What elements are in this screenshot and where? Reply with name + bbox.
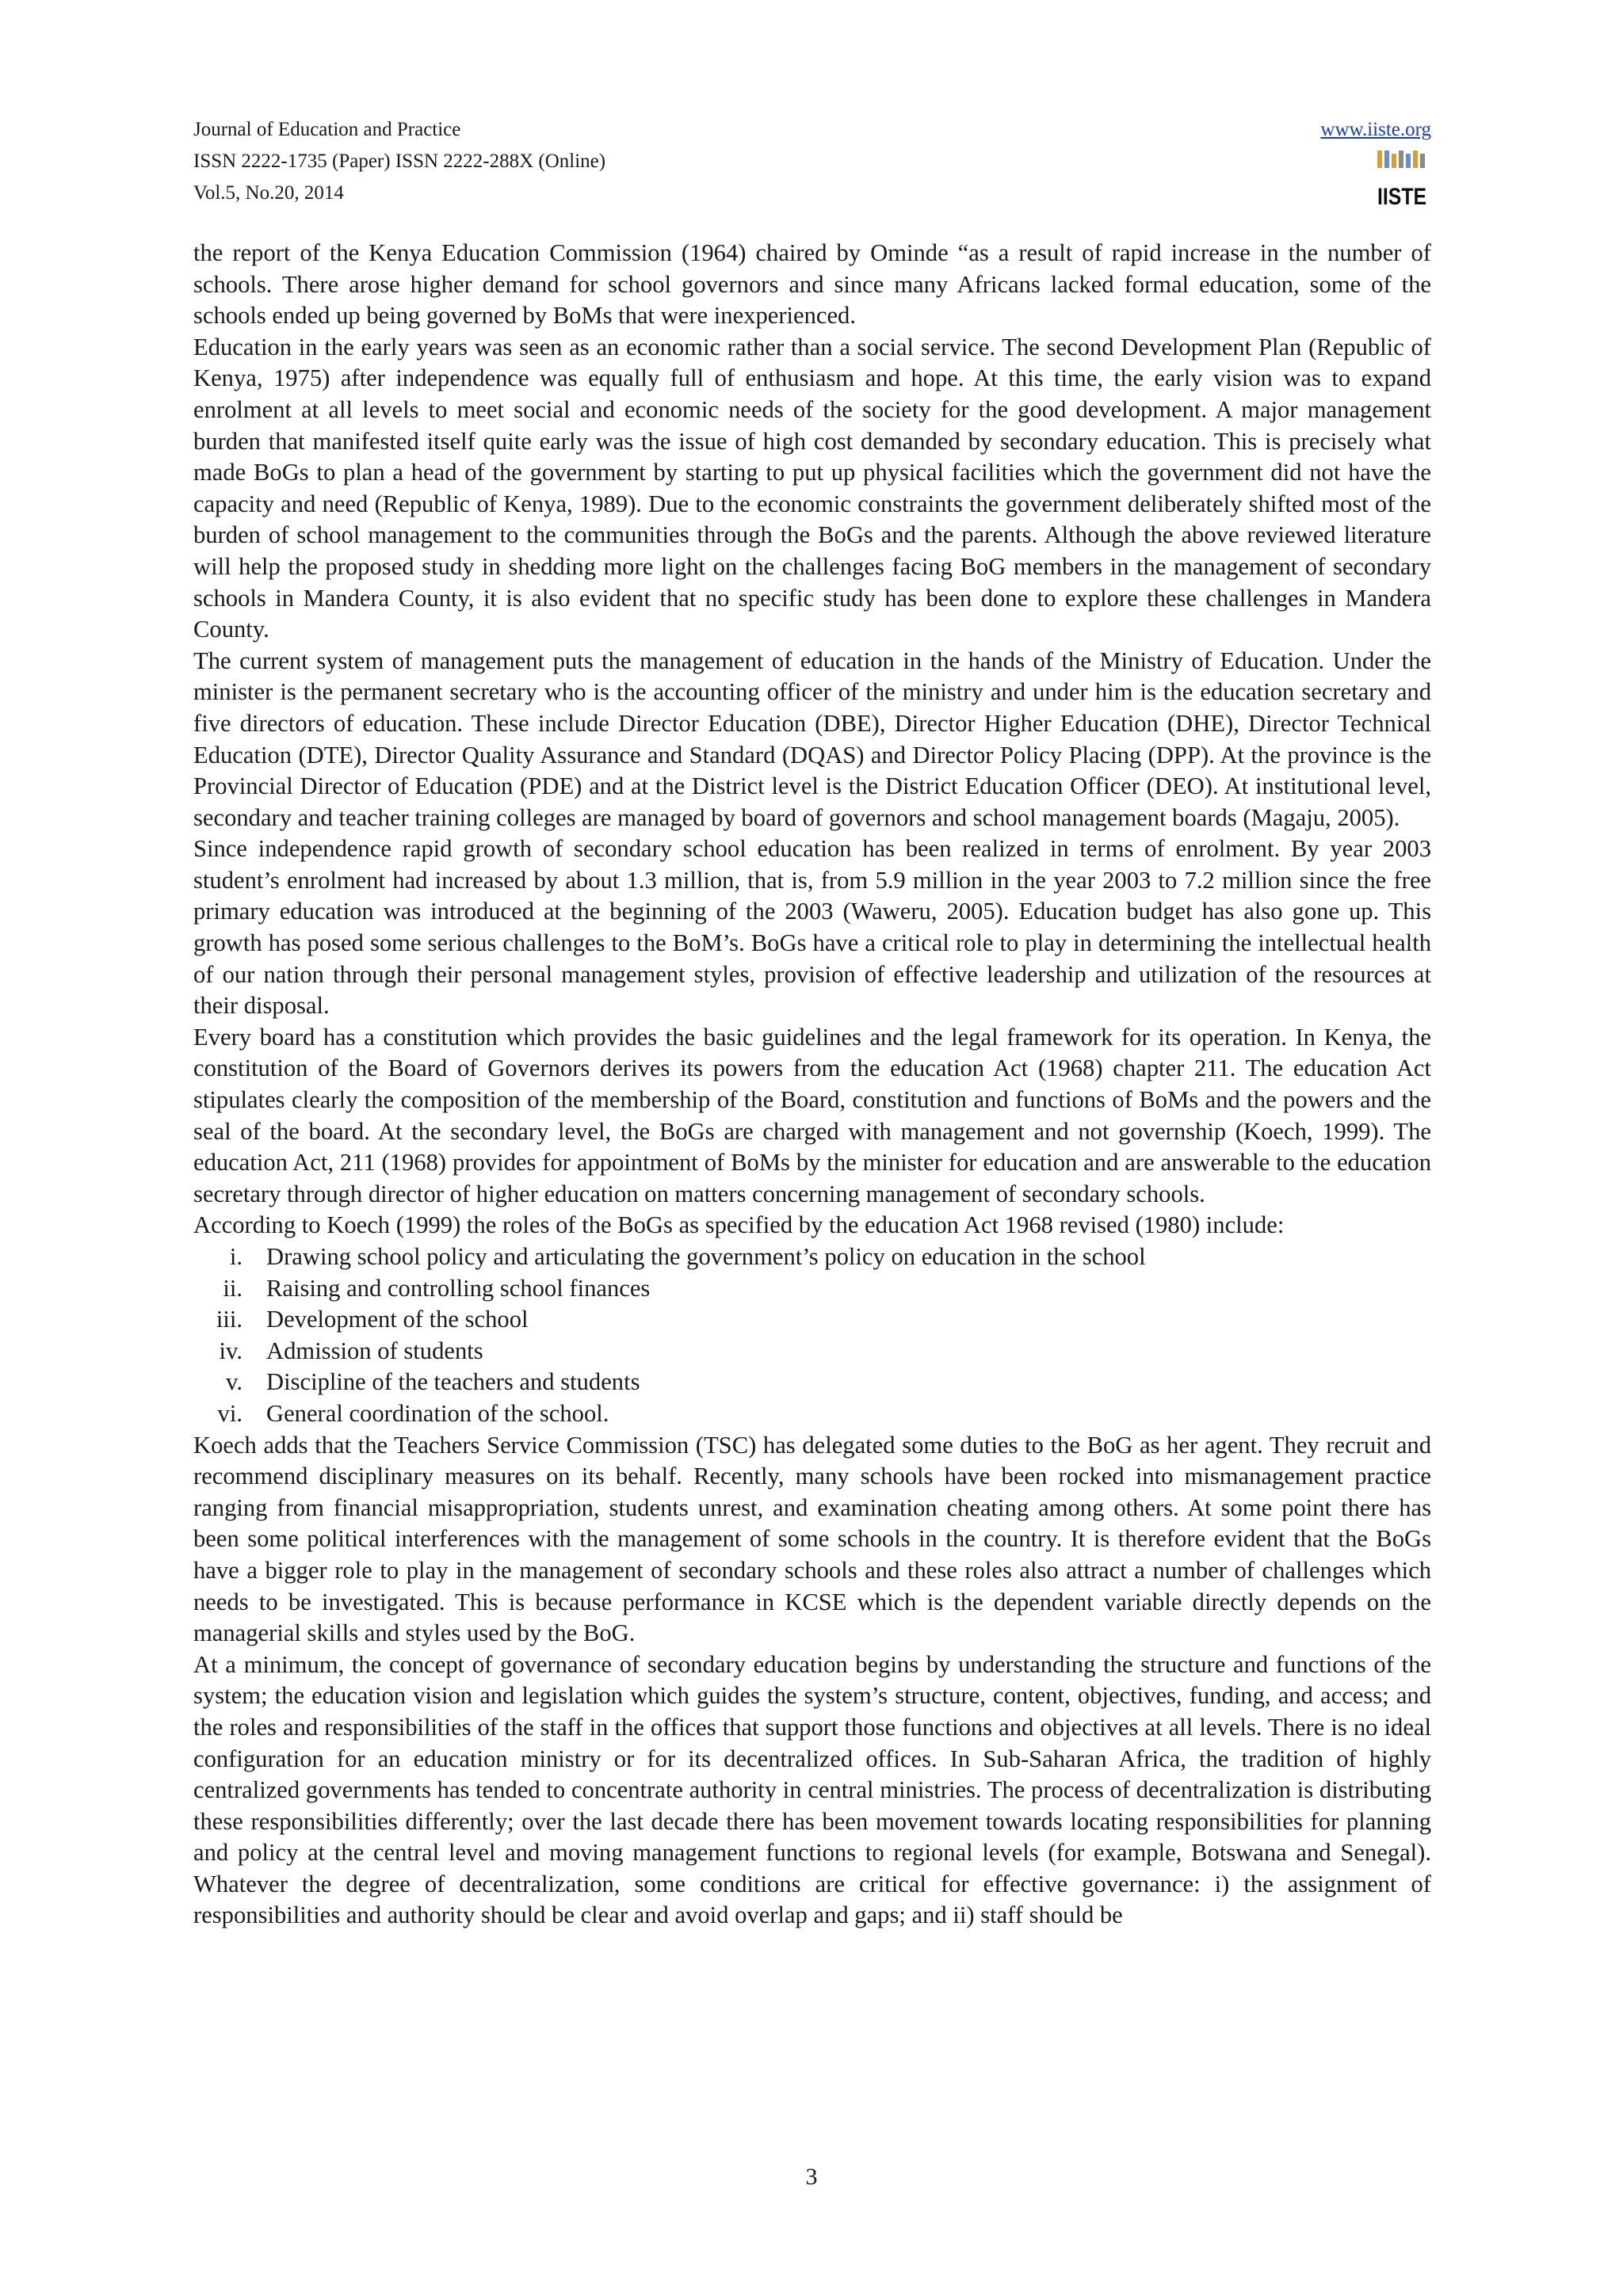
bog-roles-list	[193, 1241, 1431, 1430]
journal-name: Journal of Education and Practice	[193, 119, 461, 140]
issn-line: ISSN 2222-1735 (Paper) ISSN 2222-288X (Online)	[193, 151, 606, 172]
page-number: 3	[805, 2164, 818, 2190]
iiste-logo	[1376, 149, 1428, 209]
website-link[interactable]: www.iiste.org	[1320, 119, 1431, 140]
list-text: Admission of students	[266, 1337, 483, 1364]
paragraph: According to Koech (1999) the roles of the BoGs as specified by the education Act 1968 revised (1980) include:	[193, 1211, 1285, 1239]
list-number: iii.	[216, 1306, 242, 1333]
list-number: i.	[229, 1243, 242, 1270]
list-text: Discipline of the teachers and students	[266, 1368, 640, 1396]
list-item	[193, 1367, 1431, 1398]
svg-text:IISTE: IISTE	[1377, 184, 1426, 210]
list-text: General coordination of the school.	[266, 1399, 609, 1427]
list-text: Drawing school policy and articulating the government’s policy on education in the school	[266, 1243, 1146, 1270]
article-body	[193, 238, 1431, 1932]
list-item	[193, 1336, 1431, 1367]
paragraph: the report of the Kenya Education Commission (1964) chaired by Ominde “as a result of rapid increase in the number of schools. There arose higher demand for school governors and since many Africans lacked formal education, some of the schools ended up being governed by BoMs that were inexperienced.	[193, 239, 1431, 330]
volume-line: Vol.5, No.20, 2014	[193, 182, 344, 204]
list-number: v.	[226, 1368, 242, 1396]
journal-header	[193, 114, 1431, 209]
list-item	[193, 1273, 1431, 1305]
paragraph: Education in the early years was seen as an economic rather than a social service. The second Development Plan (Republic of Kenya, 1975) after independence was equally full of enthusiasm and hope. At this time, the early vision was to expand enrolment at all levels to meet social and economic needs of the society for the good development. A major management burden that manifested itself quite early was the issue of high cost demanded by secondary education. This is precisely what made BoGs to plan a head of the government by starting to put up physical facilities which the government did not have the capacity and need (Republic of Kenya, 1989). Due to the economic constraints the government deliberately shifted most of the burden of school management to the communities through the BoGs and the parents. Although the above reviewed literature will help the proposed study in shedding more light on the challenges facing BoG members in the management of secondary schools in Mandera County, it is also evident that no specific study has been done to explore these challenges in Mandera County.	[193, 333, 1431, 643]
list-item	[193, 1304, 1431, 1336]
list-number: iv.	[219, 1337, 242, 1364]
paragraph: Every board has a constitution which provides the basic guidelines and the legal framework for its operation. In Kenya, the constitution of the Board of Governors derives its powers from the education Act (1968) chapter 211. The education Act stipulates clearly the composition of the membership of the Board, constitution and functions of BoMs and the powers and the seal of the board. At the secondary level, the BoGs are charged with management and not governship (Koech, 1999). The education Act, 211 (1968) provides for appointment of BoMs by the minister for education and are answerable to the education secretary through director of higher education on matters concerning management of secondary schools.	[193, 1023, 1431, 1207]
list-number: vi.	[217, 1399, 242, 1427]
paragraph: Koech adds that the Teachers Service Commission (TSC) has delegated some duties to the BoG as her agent. They recruit and recommend disciplinary measures on its behalf. Recently, many schools have been rocked into mismanagement practice ranging from financial misappropriation, students unrest, and examination cheating among others. At some point there has been some political interferences with the management of some schools in the country. It is therefore evident that the BoGs have a bigger role to play in the management of secondary schools and these roles also attract a number of challenges which needs to be investigated. This is because performance in KCSE which is the dependent variable directly depends on the managerial skills and styles used by the BoG.	[193, 1431, 1431, 1647]
paragraph: At a minimum, the concept of governance of secondary education begins by understanding the structure and functions of the system; the education vision and legislation which guides the system’s structure, content, objectives, funding, and access; and the roles and responsibilities of the staff in the offices that support those functions and objectives at all levels. There is no ideal configuration for an education ministry or for its decentralized offices. In Sub-Saharan Africa, the tradition of highly centralized governments has tended to concentrate authority in central ministries. The process of decentralization is distributing these responsibilities differently; over the last decade there has been movement towards locating responsibilities for planning and policy at the central level and moving management functions to regional levels (for example, Botswana and Senegal). Whatever the degree of decentralization, some conditions are critical for effective governance: i) the assignment of responsibilities and authority should be clear and avoid overlap and gaps; and ii) staff should be	[193, 1650, 1431, 1929]
list-item	[193, 1398, 1431, 1430]
paragraph: The current system of management puts the management of education in the hands of the Ministry of Education. Under the minister is the permanent secretary who is the accounting officer of the ministry and under him is the education secretary and five directors of education. These include Director Education (DBE), Director Higher Education (DHE), Director Technical Education (DTE), Director Quality Assurance and Standard (DQAS) and Director Policy Placing (DPP). At the province is the Provincial Director of Education (PDE) and at the District level is the District Education Officer (DEO). At institutional level, secondary and teacher training colleges are managed by board of governors and school management boards (Magaju, 2005).	[193, 646, 1431, 831]
list-item	[193, 1241, 1431, 1273]
paragraph: Since independence rapid growth of secondary school education has been realized in terms of enrolment. By year 2003 student’s enrolment had increased by about 1.3 million, that is, from 5.9 million in the year 2003 to 7.2 million since the free primary education was introduced at the beginning of the 2003 (Waweru, 2005). Education budget has also gone up. This growth has posed some serious challenges to the BoM’s. BoGs have a critical role to play in determining the intellectual health of our nation through their personal management styles, provision of effective leadership and utilization of the resources at their disposal.	[193, 835, 1431, 1020]
list-text: Development of the school	[266, 1306, 529, 1333]
list-number: ii.	[223, 1274, 242, 1302]
list-text: Raising and controlling school finances	[266, 1274, 651, 1302]
